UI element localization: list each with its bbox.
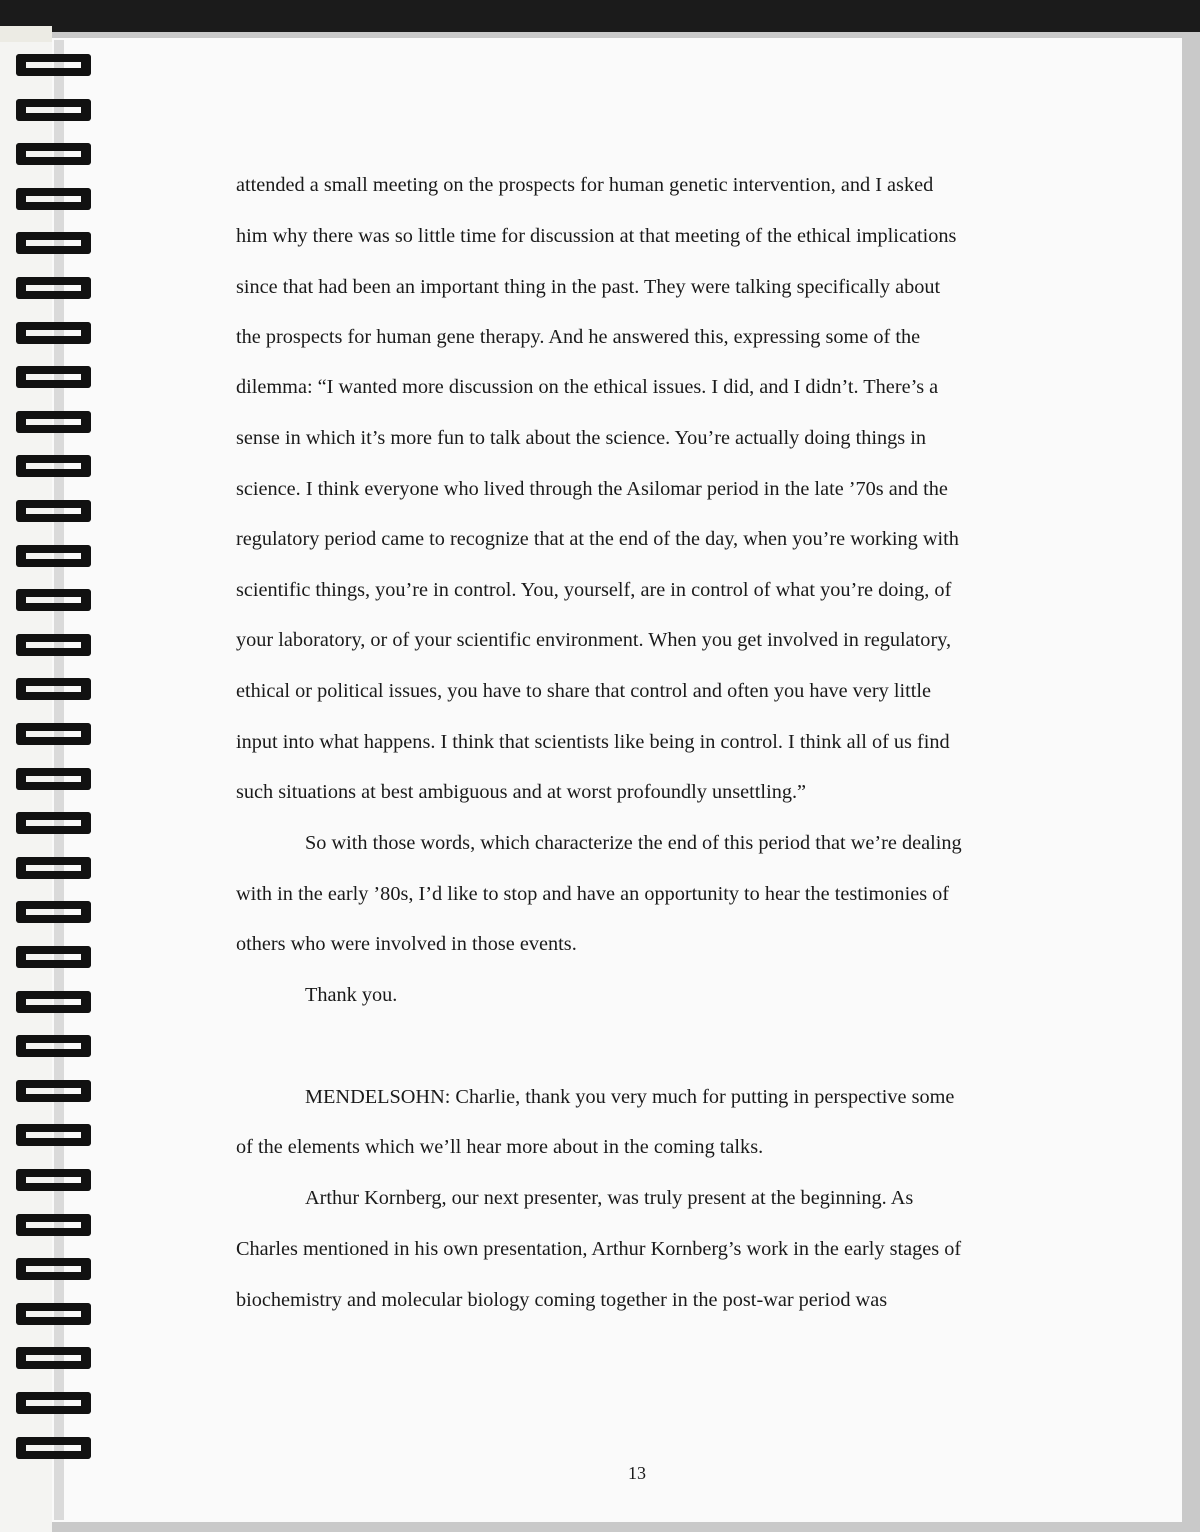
binding-ring xyxy=(16,678,91,700)
binding-ring xyxy=(16,1035,91,1057)
text-line: ethical or political issues, you have to share that control and often you have very little xyxy=(236,680,931,702)
binding-ring xyxy=(16,812,91,834)
binding-ring xyxy=(16,1437,91,1459)
binding-ring xyxy=(16,1303,91,1325)
binding-ring xyxy=(16,723,91,745)
text-line: regulatory period came to recognize that at the end of the day, when you’re working with xyxy=(236,528,959,550)
binding-ring xyxy=(16,901,91,923)
binding-ring xyxy=(16,1080,91,1102)
text-line: the prospects for human gene therapy. And he answered this, expressing some of the xyxy=(236,326,921,348)
text-line: dilemma: “I wanted more discussion on the ethical issues. I did, and I didn’t. There’s a xyxy=(236,376,939,398)
binding-ring xyxy=(16,991,91,1013)
binding-ring xyxy=(16,277,91,299)
binding-ring xyxy=(16,946,91,968)
binding-ring xyxy=(16,1169,91,1191)
binding-ring xyxy=(16,1214,91,1236)
binding-ring xyxy=(16,99,91,121)
text-line: Arthur Kornberg, our next presenter, was truly present at the beginning. As xyxy=(305,1187,914,1209)
page-tab xyxy=(0,26,52,42)
text-line: science. I think everyone who lived through the Asilomar period in the late ’70s and the xyxy=(236,478,948,500)
text-line: him why there was so little time for discussion at that meeting of the ethical implications xyxy=(236,225,957,247)
text-line: scientific things, you’re in control. You, yourself, are in control of what you’re doing, of xyxy=(236,579,952,601)
text-line: others who were involved in those events. xyxy=(236,933,577,955)
page-number: 13 xyxy=(628,1463,646,1483)
text-line: biochemistry and molecular biology coming together in the post-war period was xyxy=(236,1289,888,1311)
binding-ring xyxy=(16,455,91,477)
binding-ring xyxy=(16,634,91,656)
text-line: input into what happens. I think that scientists like being in control. I think all of us find xyxy=(236,731,950,753)
binding-ring xyxy=(16,1258,91,1280)
text-line: of the elements which we’ll hear more about in the coming talks. xyxy=(236,1136,764,1158)
text-line: attended a small meeting on the prospects for human genetic intervention, and I asked xyxy=(236,174,934,196)
text-line: your laboratory, or of your scientific environment. When you get involved in regulatory, xyxy=(236,629,952,651)
binding-ring xyxy=(16,768,91,790)
binding-ring xyxy=(16,366,91,388)
text-line: since that had been an important thing in the past. They were talking specifically about xyxy=(236,276,941,298)
binding-ring xyxy=(16,322,91,344)
text-line: sense in which it’s more fun to talk about the science. You’re actually doing things in xyxy=(236,427,926,449)
text-line: MENDELSOHN: Charlie, thank you very much for putting in perspective some xyxy=(305,1086,955,1108)
binding-ring xyxy=(16,232,91,254)
binding-ring xyxy=(16,500,91,522)
text-line: Charles mentioned in his own presentation, Arthur Kornberg’s work in the early stages of xyxy=(236,1238,962,1260)
binding-ring xyxy=(16,1392,91,1414)
text-line: such situations at best ambiguous and at worst profoundly unsettling.” xyxy=(236,781,807,803)
binding-ring xyxy=(16,1347,91,1369)
text-line: So with those words, which characterize the end of this period that we’re dealing xyxy=(305,832,962,854)
binding-ring xyxy=(16,143,91,165)
text-line: with in the early ’80s, I’d like to stop and have an opportunity to hear the testimonies of xyxy=(236,883,950,905)
binding-ring xyxy=(16,589,91,611)
binding-ring xyxy=(16,54,91,76)
binding-ring xyxy=(16,188,91,210)
binding-ring xyxy=(16,545,91,567)
binding-ring xyxy=(16,857,91,879)
binding-ring xyxy=(16,1124,91,1146)
text-line: Thank you. xyxy=(305,984,398,1006)
binding-ring xyxy=(16,411,91,433)
